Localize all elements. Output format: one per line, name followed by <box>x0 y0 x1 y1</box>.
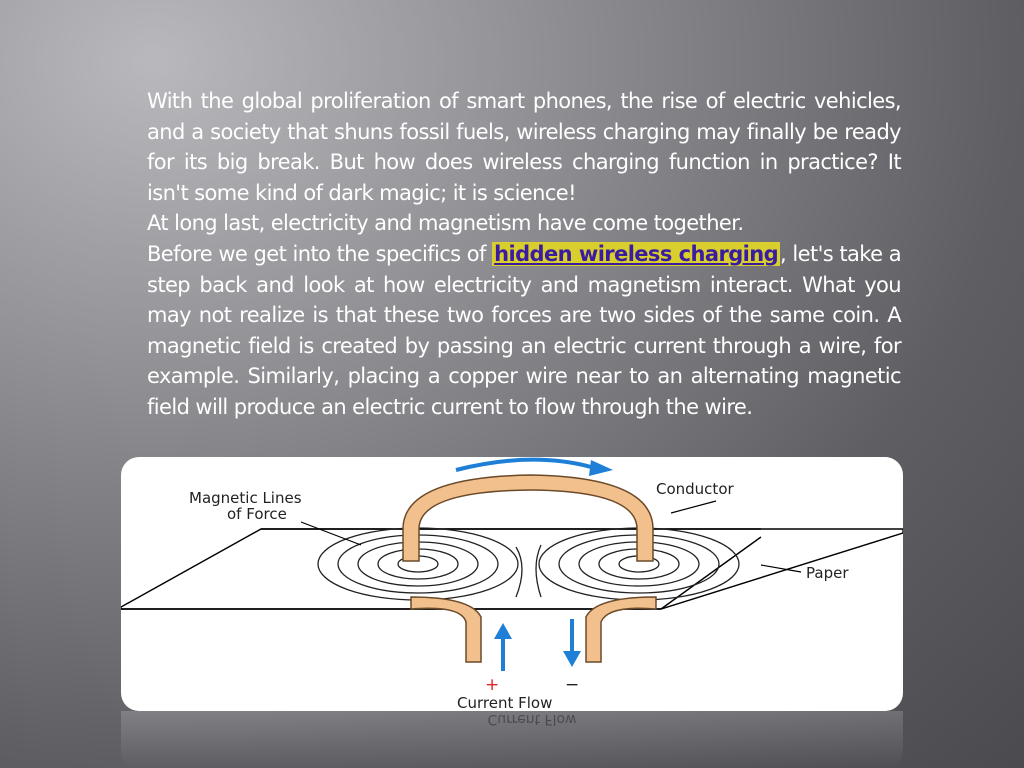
plus-label: + <box>485 675 500 695</box>
up-current-arrowhead <box>494 623 512 639</box>
top-flow-arrowhead <box>589 460 613 476</box>
right-lead <box>586 597 656 662</box>
down-current-arrowhead <box>563 651 581 667</box>
reflection-text: Current Flow <box>487 711 577 727</box>
current-flow-label: Current Flow <box>457 694 553 711</box>
magnetic-field-figure <box>121 457 903 711</box>
of-force-label: of Force <box>227 505 287 523</box>
left-lead <box>411 597 481 662</box>
conductor-label: Conductor <box>656 480 734 498</box>
magnetic-lines-label: Magnetic Lines <box>189 489 302 507</box>
body-text <box>147 86 901 423</box>
paragraph-specifics-rest: , let's take a step back and look at how electricity and magnetism interact. What you may not realize is that these two forces are two sides of the same coin. A magnetic field is created by passing an electric current through a wire, for example. Similarly, placing a copper wire near to an alternating magnetic field will produce an electric current to flow through the wire. <box>147 241 901 419</box>
paragraph-intro: With the global proliferation of smart phones, the rise of electric vehicles, and a society that shuns fossil fuels, wireless charging may finally be ready for its big break. But how does wireless charging function in practice? It isn't some kind of dark magic; it is science! <box>147 89 901 205</box>
paper-label: Paper <box>806 564 849 582</box>
minus-label: − <box>565 675 580 695</box>
paragraph-together: At long last, electricity and magnetism have come together. <box>147 211 744 236</box>
conductor-label-pointer <box>671 501 716 513</box>
figure-reflection <box>121 711 903 768</box>
paragraph-specifics <box>147 239 901 423</box>
hidden-wireless-charging-link[interactable]: hidden wireless charging <box>494 241 779 266</box>
paragraph-specifics-lead: Before we get into the specifics of <box>147 241 493 266</box>
top-flow-arrow <box>456 460 591 470</box>
magnetic-field-diagram <box>121 457 903 711</box>
